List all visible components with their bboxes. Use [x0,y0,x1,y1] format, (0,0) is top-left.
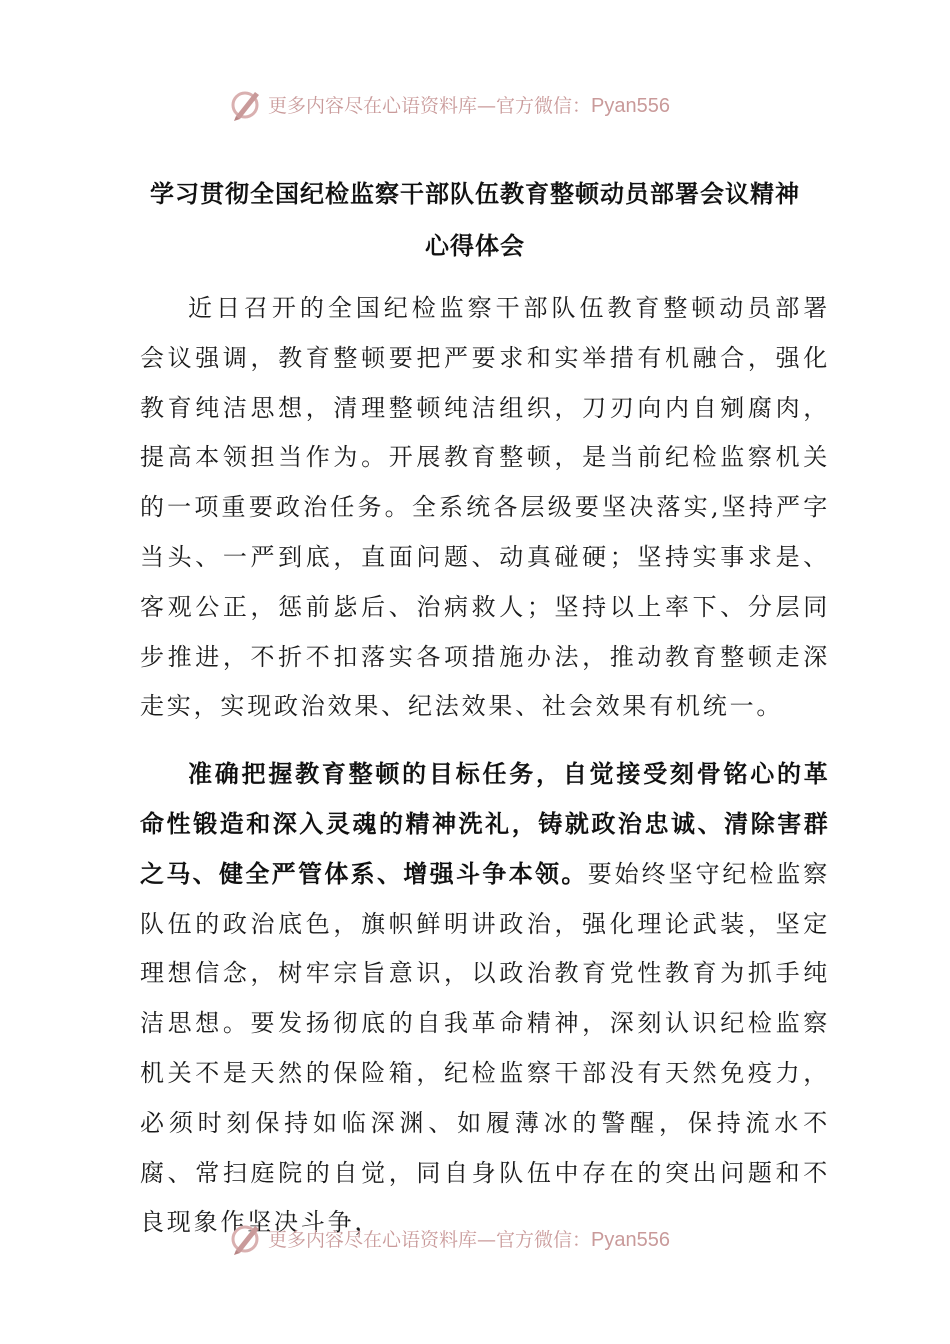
document-title-line-1: 学习贯彻全国纪检监察干部队伍教育整顿动员部署会议精神 [150,180,800,208]
footer-watermark [228,1218,670,1258]
paragraph-target-tasks [140,750,830,1248]
pen-in-circle-logo-icon [228,86,264,122]
document-body [140,284,830,1248]
watermark-text: 更多内容尽在心语资料库—官方微信：Pyan556 [268,94,670,117]
paragraph-lead-bold: 准确把握教育整顿的目标任务，自觉接受刻骨铭心的革命性锻造和深入灵魂的精神洗礼，铸就政治忠诚、清除害群之马、健全严管体系、增强斗争本领。 [140,760,830,888]
paragraph-intro: 近日召开的全国纪检监察干部队伍教育整顿动员部署会议强调，教育整顿要把严要求和实举措有机融合，强化教育纯洁思想，清理整顿纯洁组织，刀刃向内自剜腐肉，提高本领担当作为。开展教育整顿，是当前纪检监察机关的一项重要政治任务。全系统各层级要坚决落实,坚持严字当头、一严到底，直面问题、动真碰硬；坚持实事求是、客观公正，惩前毖后、治病救人；坚持以上率下、分层同步推进，不折不扣落实各项措施办法，推动教育整顿走深走实，实现政治效果、纪法效果、社会效果有机统一。 [140,294,830,721]
watermark-text: 更多内容尽在心语资料库—官方微信：Pyan556 [268,1228,670,1251]
paragraph-body-text: 要始终坚守纪检监察队伍的政治底色，旗帜鲜明讲政治，强化理论武装，坚定理想信念，树牢宗旨意识，以政治教育党性教育为抓手纯洁思想。要发扬彻底的自我革命精神，深刻认识纪检监察机关不是天然的保险箱，纪检监察干部没有天然免疫力，必须时刻保持如临深渊、如履薄冰的警醒，保持流水不腐、常扫庭院的自觉，同自身队伍中存在的突出问题和不良现象作坚决斗争， [140,859,831,1237]
header-watermark [228,84,670,124]
pen-in-circle-logo-icon [228,1220,264,1256]
document-title-line-2: 心得体会 [425,232,525,260]
